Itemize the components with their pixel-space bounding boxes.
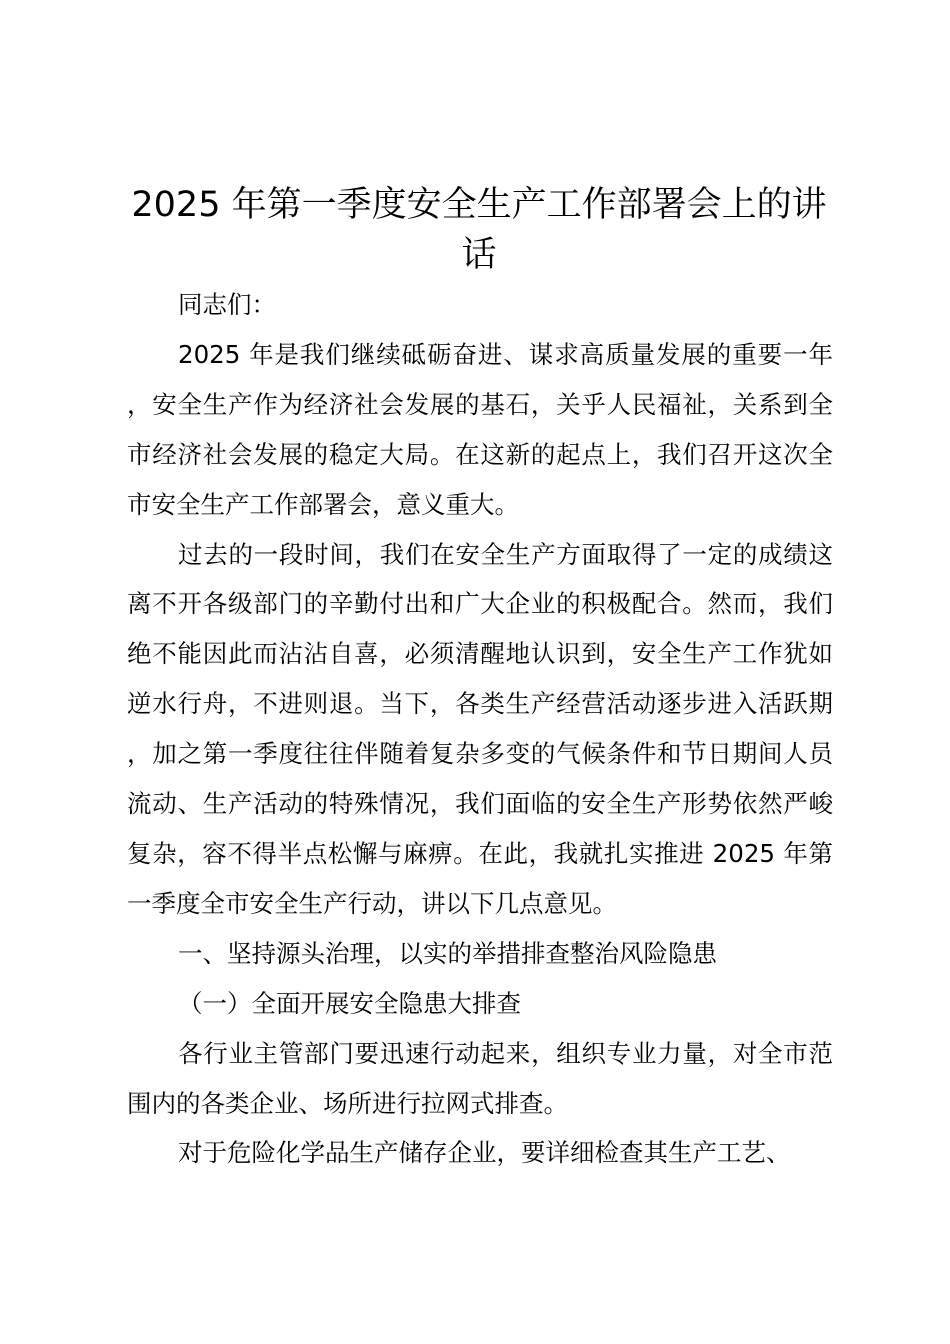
salutation: 同志们： [178, 290, 276, 319]
subsection-heading-1: （一）全面开展安全隐患大排查 [178, 988, 521, 1018]
document-title: 2025 年第一季度安全生产工作部署会上的讲话 [131, 185, 827, 275]
paragraph-situation: 过去的一段时间，我们在安全生产方面取得了一定的成绩这离不开各级部门的辛勤付出和广大企业的积极配合。然而，我们绝不能因此而沾沾自喜，必须清醒地认识到，安全生产工作犹如逆水行舟，不进则退。当下，各类生产经营活动逐步进入活跃期，加之第一季度往往伴随着复杂多变的气候条件和节日期间人员流动、生产活动的特殊情况，我们面临的安全生产形势依然严峻复杂，容不得半点松懈与麻痹。在此，我就扎实推进 2025 年第一季度全市安全生产行动，讲以下几点意见。 [127, 539, 833, 918]
document-body [127, 280, 833, 1178]
paragraph-inspection: 各行业主管部门要迅速行动起来，组织专业力量，对全市范围内的各类企业、场所进行拉网式排查。 [127, 1038, 833, 1118]
paragraph-intro: 2025 年是我们继续砥砺奋进、谋求高质量发展的重要一年，安全生产作为经济社会发展的基石，关乎人民福祉，关系到全市经济社会发展的稳定大局。在这新的起点上，我们召开这次全市安全生产工作部署会，意义重大。 [127, 339, 833, 519]
section-heading-1: 一、坚持源头治理，以实的举措排查整治风险隐患 [178, 938, 717, 968]
paragraph-chemicals: 对于危险化学品生产储存企业，要详细检查其生产工艺、 [178, 1138, 791, 1168]
